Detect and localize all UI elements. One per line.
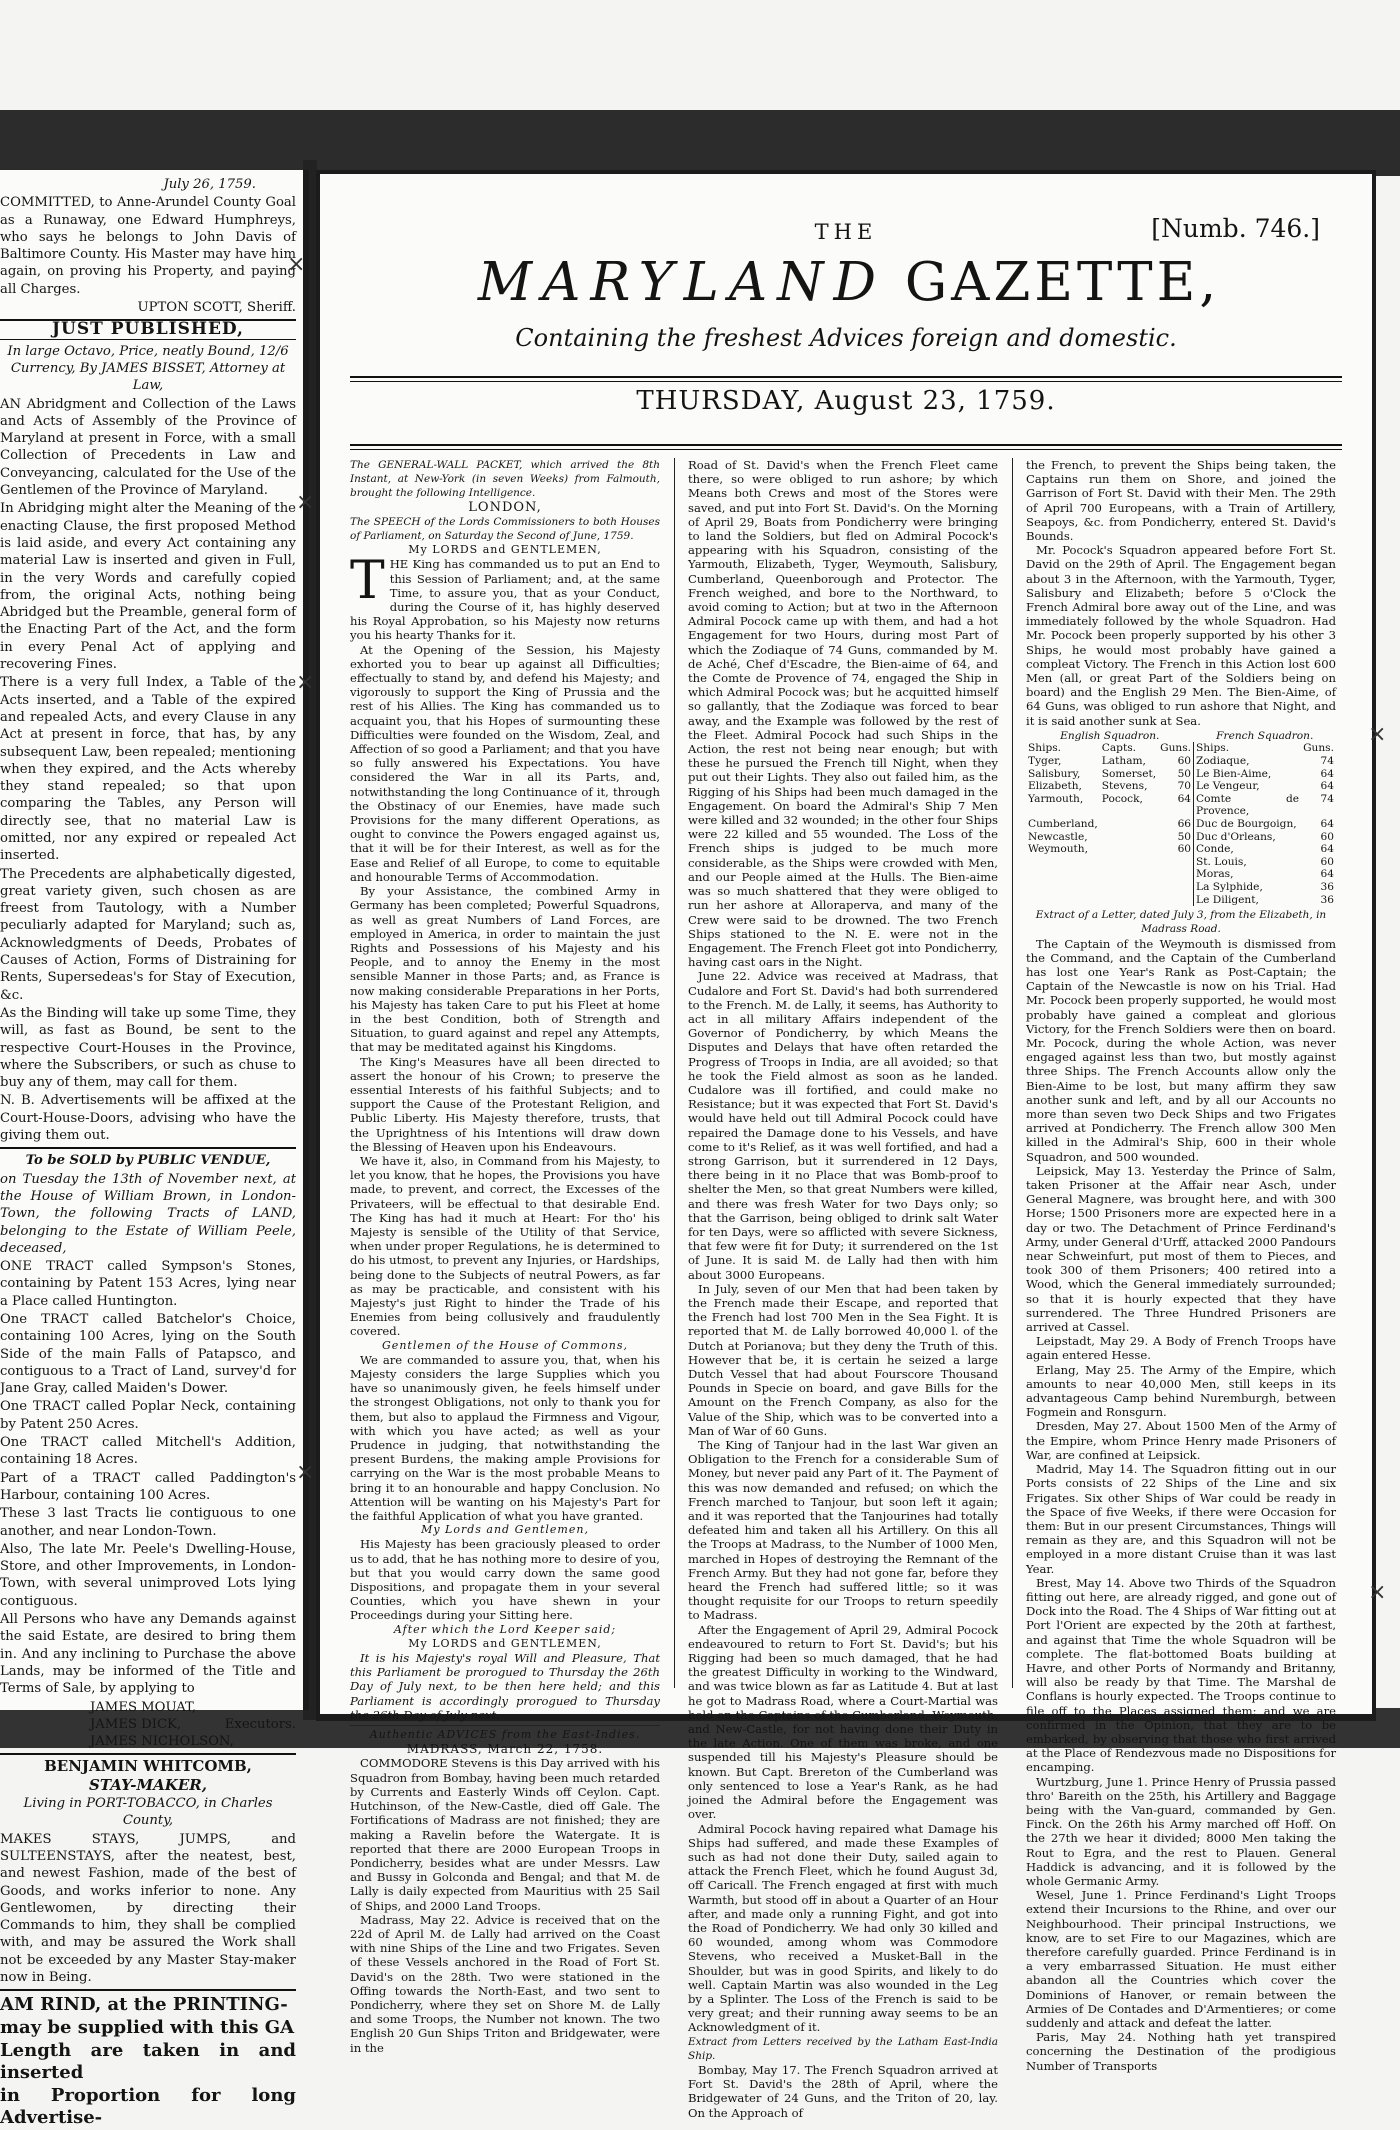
latham-extract: Extract from Letters received by the Latham East-India Ship.	[688, 2035, 998, 2062]
masthead-rule-top	[350, 376, 1342, 378]
margin-mark: ×	[287, 252, 306, 277]
executors-block	[0, 1699, 296, 1751]
lord-keeper-line: After which the Lord Keeper said;	[393, 1622, 617, 1636]
english-ship-guns	[1158, 894, 1193, 907]
english-ship-captain: Latham,	[1101, 755, 1146, 768]
english-ship-name: Salisbury,	[1028, 767, 1081, 780]
french-ship-guns: 36	[1320, 893, 1334, 906]
speech-p1: HE King has commanded us to put an End to this Session of Parliament; and, at the same Time, to assure you, that as your Conduct, during the Course of it, has highly deserved his Royal Approbation, so his Majesty now returns you his hearty Thanks for it.	[350, 557, 660, 643]
executor-1: JAMES MOUAT,	[90, 1699, 197, 1715]
english-ship-captain	[1100, 868, 1158, 881]
madrass-p1: COMMODORE Stevens is this Day arrived with his Squadron from Bombay, having been much retarded by Currents and Easterly Winds off Ceylon. Capt. Hutchinson, of the New-Castle, died off Gale. The Fortifications of Madrass are not finished; they are making a Ravelin before the Watergate. It is reported that there are 2000 European Troops in Pondicherry, besides what are under Messrs. Law and Bussy in Golconda and Bengal; and that M. de Lally is daily expected from Mauritius with 25 Sail of Ships, and 2000 Land Troops.	[350, 1756, 660, 1913]
executors-label: Executors.	[224, 1716, 296, 1732]
french-ship-name: Le Bien-Aime,	[1194, 768, 1302, 781]
english-ship-guns: 60	[1177, 755, 1192, 768]
committed-notice: COMMITTED, to Anne-Arundel County Goal as a Runaway, one Edward Humphreys, who says he belongs to John Davis of Baltimore County. His Master may have him again, on proving his Property, and paying all Charges.	[0, 195, 296, 297]
english-ship-name: Newcastle,	[1028, 830, 1088, 843]
english-squadron-heading: English Squadron.	[1060, 729, 1160, 742]
masthead-gazette: GAZETTE,	[904, 252, 1221, 313]
french-ship-name: Zodiaque,	[1194, 755, 1302, 768]
english-ship-name	[1026, 868, 1100, 881]
french-ship-name: Conde,	[1194, 843, 1302, 856]
divider	[0, 1989, 296, 1991]
tract-4: One TRACT called Mitchell's Addition, containing 18 Acres.	[0, 1435, 296, 1468]
squadron-table	[1026, 730, 1336, 906]
vendue-heading: To be SOLD by PUBLIC VENDUE,	[25, 1153, 271, 1169]
ship-row	[1026, 868, 1336, 881]
engagement-p2: June 22. Advice was received at Madrass, that Cudalore and Fort St. David's had both surrendered to the French. M. de Lally, it seems, has Authority to act in all military Affairs independent of the Governor of Pondicherry, by which Means the Disputes and Delays that have often retarded the Progress of Troops in India, are all avoided; so that he took the Field almost as soon as he landed. Cudalore was ill fortified, and could make no Resistance; but it was expected that Fort St. David's would have held out till Admiral Pocock could have repaired the Damage done to his Vessels, and have come to it's Relief, as it was well fortified, and had a strong Garrison, but it surrendered in 12 Days, there being in it no Place that was Bomb-proof to shelter the Men, so that great Numbers were killed, and there was fresh Water for two Days only; so that the Garrison, being obliged to drink salt Water for ten Days, were so afflicted with severe Sickness, that few were fit for Duty; it surrendered on the 1st of June. It is said M. de Lally had then with him about 3000 Europeans.	[688, 969, 998, 1282]
english-ship-name: Cumberland,	[1028, 818, 1098, 831]
news-erlang: Erlang, May 25. The Army of the Empire, which amounts to near 40,000 Men, still keeps in its advantageous Camp behind Nuremburgh, between Fogmein and Ronsgurn.	[1026, 1362, 1336, 1420]
ship-rows	[1026, 755, 1336, 906]
margin-mark: ×	[296, 1460, 315, 1485]
madrass-p2: Madrass, May 22. Advice is received that on the 22d of April M. de Lally had arrived on the Coast with nine Ships of the Line and two Frigates. Seven of these Vessels anchored in the Road of Fort St. David's on the 28th. Two were stationed in the Offing towards the North-East, and two sent to Pondicherry, where they set on Shore M. de Lally and some Troops, the Number not known. The two English 20 Gun Ships Triton and Bridgewater, were in the	[350, 1912, 660, 2055]
english-ship-captain: Pocock,	[1101, 792, 1143, 805]
speech-title: The SPEECH of the Lords Commissioners to both Houses of Parliament, on Saturday the Second of June, 1759.	[350, 515, 660, 543]
tract-1: ONE TRACT called Sympson's Stones, containing by Patent 153 Acres, lying near a Place called Huntington.	[0, 1259, 296, 1309]
printing-line-2: may be supplied with this GA	[0, 2017, 295, 2039]
abridgment-text: AN Abridgment and Collection of the Laws and Acts of Assembly of the Province of Maryland at present in Force, with a small Collection of Precedents in Law and Conveyancing, calculated for the Use of the Gentlemen of the Province of Maryland.	[0, 396, 296, 499]
english-ship-name: Weymouth,	[1028, 843, 1088, 856]
speech-p2: At the Opening of the Session, his Majesty exhorted you to bear up against all Difficulties; effectually to stand by, and defend his Majesty; and vigorously to support the King of Prussia and the rest of his Allies. The King has commanded us to acquaint you, that his Hopes of surmounting these Difficulties were founded on the Wisdom, Zeal, and Affection of so good a Parliament; and that you have so fully answered his Expectations. You have considered the War in all its Parts, and, notwithstanding the long Continuance of it, through the Obstinacy of our Enemies, have made such Provisions for the many different Operations, as ought to convince the Powers engaged against us, that it will be for their Interest, as well as for the Ease and Relief of all Europe, to come to equitable and honourable Terms of Accommodation.	[350, 642, 660, 884]
tract-5: Part of a TRACT called Paddington's Harbour, containing 100 Acres.	[0, 1470, 296, 1503]
nota-bene: N. B. Advertisements will be affixed at the Court-House-Doors, advising who have the giving them out.	[0, 1093, 296, 1144]
col-header-guns-french: Guns.	[1303, 742, 1334, 755]
fort-p1: the French, to prevent the Ships being taken, the Captains run them on Shore, and joined the Garrison of Fort St. David with their Men. The 29th of April 700 Europeans, with a Train of Artillery, Seapoys, &c. from Pondicherry, entered St. David's Bounds.	[1026, 458, 1336, 544]
french-ship-guns: 64	[1320, 767, 1334, 780]
news-dresden: Dresden, May 27. About 1500 Men of the Army of the Empire, whom Prince Henry made Prisoners of War, are confined at Leipsick.	[1026, 1419, 1336, 1462]
french-ship-name: Moras,	[1194, 868, 1302, 881]
committed-date: July 26, 1759.	[163, 177, 256, 192]
published-subheading: In large Octavo, Price, neatly Bound, 12/6 Currency, By JAMES BISSET, Attorney at Law,	[7, 343, 289, 394]
column-3	[1026, 458, 1336, 2073]
tract-2: One TRACT called Batchelor's Choice, containing 100 Acres, lying on the South Side of the main Falls of Patapsco, and contiguous to a Tract of Land, survey'd for Jane Gray, called Maiden's Dower.	[0, 1312, 296, 1397]
whitcomb-body: MAKES STAYS, JUMPS, and SULTEENSTAYS, after the neatest, best, and newest Fashion, made of the best of Goods, and works inferior to none. Any Gentlewomen, by directing their Commands to him, they shall be complied with, and may be assured the Work shall not be exceeded by any Master Stay-maker now in Being.	[0, 1831, 296, 1985]
ship-row	[1026, 843, 1336, 856]
engagement-p5: After the Engagement of April 29, Admiral Pocock endeavoured to return to Fort St. David's; but his Rigging had been so much damaged, that he had the greatest Difficulty in working to the Windward, and was twice blown as far as Latitude 4. But at last he got to Madrass Road, where a Court-Martial was held on the Captains of the Cumberland, Weymouth, and New-Castle, for not having done their Duty in the late Action. One of them was broke, and one suspended till his Majesty's Pleasure should be known. But Capt. Brereton of the Cumberland was only sentenced to lose a Year's Rank, as he had joined the Admiral before the Engagement was over.	[688, 1622, 998, 1822]
english-ship-guns: 70	[1177, 780, 1192, 793]
london-heading: LONDON,	[468, 499, 542, 515]
ship-row	[1026, 780, 1336, 793]
english-ship-name	[1026, 881, 1100, 894]
english-ship-guns: 50	[1177, 830, 1192, 843]
french-ship-guns: 64	[1320, 843, 1334, 856]
masthead-rule-top-thin	[350, 381, 1342, 382]
masthead-subtitle: Containing the freshest Advices foreign and domestic.	[515, 324, 1177, 352]
fort-p2: Mr. Pocock's Squadron appeared before Fort St. David on the 29th of April. The Engagement began about 3 in the Afternoon, with the Yarmouth, Tyger, Salisbury and Elizabeth; before 5 o'Clock the French Admiral bore away out of the Line, and was immediately followed by the whole Squadron. Had Mr. Pocock been properly supported by his other 3 Ships, he would most probably have gained a compleat Victory. The French in this Action lost 600 Men (all, or great Part of the Soldiers being on board) and the English 29 Men. The Bien-Aime, of 64 Guns, was obliged to run ashore that Night, and it is said another sunk at Sea.	[1026, 543, 1336, 728]
french-ship-guns: 60	[1320, 855, 1334, 868]
masthead-title	[344, 252, 1354, 313]
index-text: There is a very full Index, a Table of the Acts inserted, and a Table of the expired and repealed Acts, and every Clause in any Act at present in force, that has, by any subsequent Law, been repealed; mentioning when they expired, and the Acts whereby they stand repealed; so that upon comparing the Tables, any Person will directly see, that no material Law is omitted, nor any expired or repealed Act inserted.	[0, 675, 296, 864]
news-wesel: Wesel, June 1. Prince Ferdinand's Light Troops extend their Incursions to the Rhine, and over our Neighbourhood. Their principal Instructions, we know, are to set Fire to our Magazines, which are therefore carefully guarded. Prince Ferdinand is in a very embarrassed Situation. He must either abandon all the Countries which cover the Dominions of Hanover, or remain between the Armies of De Contades and D'Armentieres; or come suddenly and attack and defeat the latter.	[1026, 1888, 1336, 2031]
english-ship-guns: 64	[1177, 792, 1192, 805]
english-ship-guns	[1158, 868, 1193, 881]
speech-p6: We are commanded to assure you, that, when his Majesty considers the large Supplies which you have so unanimously given, he feels himself under the strongest Obligations, not only to thank you for them, but also to applaud the Firmness and Vigour, with which you have acted; as well as your Prudence in judging, that notwithstanding the present Burdens, the making ample Provisions for carrying on the War is the most probable Means to bring it to an honourable and happy Conclusion. No Attention will be wanting on his Majesty's Part for the faithful Application of what you have granted.	[350, 1352, 660, 1524]
news-leipsick: Leipsick, May 13. Yesterday the Prince of Salm, taken Prisoner at the Affair near Asch, under General Magnere, was brought here, and with 300 Horse; 1500 Prisoners more are expected here in a day or two. The Detachment of Prince Ferdinand's Army, under General d'Urff, attacked 2000 Pandours near Schweinfurt, put most of them to Pieces, and took 300 of them Prisoners; 400 retired into a Wood, which the General immediately surrounded; so that it is hourly expected that they have surrendered. The Three Hundred Prisoners are arrived at Cassel.	[1026, 1163, 1336, 1335]
french-ship-guns: 64	[1320, 818, 1334, 831]
east-indies-heading: Authentic ADVICES from the East-Indies.	[350, 1725, 660, 1742]
masthead-the: THE	[814, 220, 878, 244]
printing-line-4: in Proportion for long Advertise-	[0, 2085, 296, 2129]
madrass-dateline: MADRASS, March 22, 1758.	[406, 1742, 604, 1757]
margin-mark: ×	[296, 490, 315, 515]
whitcomb-place: Living in PORT-TOBACCO, in Charles County,	[23, 1796, 273, 1829]
speech-p5: We have it, also, in Command from his Majesty, to let you know, that he hopes, the Provisions you have made, to prevent, and correct, the Excesses of the Privateers, will be effectual to that desirable End. The King has had it much at Heart: For tho' his Majesty is sensible of the Utility of that Service, when under proper Regulations, he is determined to do his utmost, to prevent any Injuries, or Hardships, being done to the Subjects of neutral Powers, as far as may be practicable, and consistent with his Majesty's just Right to hinder the Trade of his Enemies from being collusively and fraudulently covered.	[350, 1153, 660, 1339]
executor-2: JAMES DICK,	[90, 1716, 182, 1732]
speech-p4: The King's Measures have all been directed to assert the honour of his Crown; to preserve the essential Interests of his faithful Subjects; and to support the Cause of the Protestant Religion, and Public Liberty. His Majesty therefore, trusts, that the Uprightness of his Intentions will draw down the Blessing of Heaven upon his Endeavours.	[350, 1054, 660, 1154]
whitcomb-trade: STAY-MAKER,	[89, 1775, 207, 1794]
english-ship-guns	[1158, 856, 1193, 869]
news-wurtzburg: Wurtzburg, June 1. Prince Henry of Prussia passed thro' Bareith on the 25th, his Artillery and Baggage being with the Van-guard, commanded by Gen. Finck. On the 26th his Army marched off Hoff. On the 27th we hear it divided; 8000 Men taking the Rout to Egra, and the rest to Plauen. General Haddick is advancing, and it is followed by the whole Germanic Army.	[1026, 1774, 1336, 1888]
sheriff-signature: UPTON SCOTT, Sheriff.	[137, 300, 296, 316]
commons-heading: Gentlemen of the House of Commons,	[382, 1338, 628, 1352]
french-ship-name: Duc d'Orleans,	[1194, 831, 1302, 844]
drop-cap: T	[350, 551, 385, 612]
speech-p3: By your Assistance, the combined Army in Germany has been completed; Powerful Squadrons, as well as great Numbers of Land Forces, are employed in America, in order to maintain the just Rights and Possessions of his Majesty and his People, and to annoy the Enemy in the most sensible Manner in those Parts; and, as France is now making considerable Preparations in her Ports, his Majesty has taken Care to put his Fleet at home in the best Condition, both of Strength and Situation, to guard against and repel any Attempts, that may be meditated against his Kingdoms.	[350, 884, 660, 1055]
french-squadron-heading: French Squadron.	[1216, 729, 1314, 742]
english-ship-captain	[1100, 856, 1158, 869]
column-rule	[674, 458, 675, 1688]
news-paris: Paris, May 24. Nothing hath yet transpired concerning the Destination of the prodigious Number of Transports	[1026, 2030, 1336, 2073]
english-ship-captain: Somerset,	[1101, 767, 1157, 780]
ship-row	[1026, 755, 1336, 768]
margin-mark: ×	[1368, 722, 1387, 747]
french-ship-name: St. Louis,	[1194, 856, 1302, 869]
margin-mark: ×	[1368, 1580, 1387, 1605]
issue-number: [Numb. 746.]	[1151, 214, 1320, 243]
previous-page	[0, 170, 309, 2129]
persons-note: All Persons who have any Demands against the said Estate, are desired to bring them in. And any inclining to Purchase the above Lands, may be informed of the Title and Terms of Sale, by applying to	[0, 1612, 296, 1697]
news-madrid: Madrid, May 14. The Squadron fitting out in our Ports consists of 22 Ships of the Line and six Frigates. Six other Ships of War could be ready in the Space of five Weeks, if there were Occasion for them: But in our present Circumstances, Things will remain as they are, and this Squadron will not be employed in a more distant Cruise than it was last Year.	[1026, 1462, 1336, 1576]
ship-row	[1026, 894, 1336, 907]
elizabeth-extract: Extract of a Letter, dated July 3, from the Elizabeth, in Madrass Road.	[1035, 909, 1327, 936]
engagement-p6: Admiral Pocock having repaired what Damage his Ships had suffered, and made these Examples of such as had not done their Duty, sailed again to attack the French Fleet, which he found August 3d, off Caricall. The French engaged at first with much Warmth, but stood off in about a Quarter of an Hour after, and made only a running Fight, and got into the Road of Pondicherry. We had only 30 killed and 60 wounded, among whom was Commodore Stevens, who received a Musket-Ball in the Shoulder, but was in good Spirits, and likely to do well. Captain Martin was also wounded in the Leg by a Splinter. The Loss of the French is said to be very great; and their running away seems to be an Acknowledgment of it.	[688, 1821, 998, 2035]
french-ship-guns: 60	[1320, 830, 1334, 843]
english-ship-name: Tyger,	[1028, 755, 1062, 768]
ship-row	[1026, 881, 1336, 894]
salutation-2: My Lords and Gentlemen,	[421, 1523, 589, 1537]
prorogation: It is his Majesty's royal Will and Pleasure, That this Parliament be prorogued to Thursday the 26th Day of July next, to be then here held; and this Parliament is accordingly prorogued to Thursday the 26th Day of July next.	[350, 1651, 660, 1722]
news-leipstadt: Leipstadt, May 29. A Body of French Troops have again entered Hesse.	[1026, 1334, 1336, 1363]
engagement-p4: The King of Tanjour had in the last War given an Obligation to the French for a considerable Sum of Money, but never paid any Part of it. The Payment of this was now demanded and refused; on which the French marched to Tanjour, but soon left it again; and it was reported that the Tanjourines had totally defeated him and taken all his Artillery. On this all the Troops at Madrass, to the Number of 1000 Men, marched in Hopes of destroying the Remnant of the French Army. But they had not gone far, before they heard the French had suffered little; so it was thought requisite for our Troops to return speedily to Madrass.	[688, 1438, 998, 1623]
column-1	[350, 458, 660, 2055]
col-header-capts: Capts.	[1101, 742, 1137, 755]
english-ship-name: Yarmouth,	[1028, 792, 1084, 805]
column-rule	[1012, 458, 1013, 1688]
packet-intro: The GENERAL-WALL PACKET, which arrived the 8th Instant, at New-York (in seven Weeks) from Falmouth, brought the following Intelligence.	[350, 459, 660, 500]
french-ship-guns: 64	[1320, 868, 1334, 881]
french-ship-guns: 36	[1320, 880, 1334, 893]
french-ship-name: Comte de Provence,	[1194, 793, 1302, 818]
english-ship-captain: Stevens,	[1101, 780, 1148, 793]
english-ship-guns	[1158, 881, 1193, 894]
margin-mark: ×	[296, 670, 315, 695]
col-header-guns: Guns.	[1160, 742, 1192, 755]
masthead-rule-bottom	[350, 444, 1342, 446]
divider	[0, 1753, 296, 1755]
method-text: In Abridging might alter the Meaning of the enacting Clause, the first proposed Method is laid aside, and every Act containing any material Law is inserted and given in Full, in the very Words and carefully copied from, the original Acts, nothing being Abridged but the Preamble, general form of the Enacting Part of the Act, and the form in every Penal Act of applying and recovering Fines.	[0, 501, 296, 673]
divider	[0, 1147, 296, 1149]
engagement-p1: Road of St. David's when the French Fleet came there, so were obliged to run ashore; by which Means both Crews and most of the Stores were saved, and put into Fort St. David's. On the Morning of April 29, Boats from Pondicherry were bringing to land the Soldiers, but fled on Admiral Pocock's appearing with his Squadron, consisting of the Yarmouth, Elizabeth, Tyger, Weymouth, Salisbury, Cumberland, Queenborough and Protector. The French weighed, and bore to the Northward, to avoid coming to Action; but at two in the Afternoon Admiral Pocock came up with them, and had a hot Engagement for two Hours, during most Part of which the Zodiaque of 74 Guns, commanded by M. de Aché, Chef d'Escadre, the Bien-aime of 64, and the Comte de Provence of 74, engaged the Ship in which Admiral Pocock was; but he acquitted himself so gallantly, that the Zodiaque was forced to bear away, and the Example was followed by the rest of the Fleet. Admiral Pocock had such Ships in the Action, the rest not being near enough; but with these he pursued the French till Night, when they put out their Lights. They also out failed him, as the Rigging of his Ships had been much damaged in the Engagement. On board the Admiral's Ship 7 Men were killed and 32 wounded; in the other four Ships were 22 killed and 55 wounded. The Loss of the French ships is judged to be much more considerable, as the Ships were crowded with Men, and our People aimed at the Hulls. The Bien-aime was so much shattered that they were obliged to run her ashore at Alloraperva, and many of the Crew were said to be drowned. The two French Ships stationed to the N. E. were not in the Engagement. The French Fleet got into Pondicherry, having cast oars in the Night.	[688, 458, 998, 970]
ship-row	[1026, 856, 1336, 869]
printing-line-3: Length are taken in and inserted	[0, 2040, 296, 2084]
speech-opening	[350, 551, 660, 643]
english-ship-captain	[1100, 818, 1158, 831]
engagement-p3: In July, seven of our Men that had been taken by the French made their Escape, and reported that the French had lost 700 Men in the Sea Fight. It is reported that M. de Lally borrowed 40,000 l. of the Dutch at Porianova; but they deny the Truth of this. However that be, it is certain he seized a large Dutch Vessel that had about Fourscore Thousand Pounds in Specie on board, and gave Bills for the Amount on the French Company, as also for the Value of the Ship, which was to be converted into a Man of War of 60 Guns.	[688, 1281, 998, 1438]
ship-row	[1026, 768, 1336, 781]
col-header-ships-french: Ships.	[1194, 742, 1302, 755]
contiguous-note: These 3 last Tracts lie contiguous to one another, and near London-Town.	[0, 1506, 296, 1539]
tract-3: One TRACT called Poplar Neck, containing by Patent 250 Acres.	[0, 1399, 296, 1432]
printing-line-1: AM RIND, at the PRINTING-	[0, 1994, 288, 2016]
vendue-body: on Tuesday the 13th of November next, at the House of William Brown, in London-Town, the following Tracts of LAND, belonging to the Estate of William Peele, deceased,	[0, 1171, 296, 1256]
english-ship-guns: 50	[1177, 767, 1192, 780]
french-ship-name: Le Vengeur,	[1194, 780, 1302, 793]
english-ship-guns: 66	[1177, 818, 1192, 831]
french-ship-guns: 74	[1320, 755, 1334, 768]
english-ship-captain	[1100, 881, 1158, 894]
masthead-rule-bottom-thin	[350, 449, 1342, 450]
french-ship-guns: 74	[1320, 792, 1334, 805]
column-2	[688, 458, 998, 2120]
french-ship-name: Duc de Bourgoign,	[1194, 818, 1302, 831]
french-ship-guns: 64	[1320, 780, 1334, 793]
news-p3: The Captain of the Weymouth is dismissed from the Command, and the Captain of the Cumberland has lost one Year's Rank as Post-Captain; the Captain of the Newcastle is now on his Trial. Had Mr. Pocock been properly supported, he would most probably have gained a compleat and glorious Victory, for the French Soldiers were then on board. Mr. Pocock, during the whole Action, was never engaged against less than two, but mostly against three Ships. The French Accounts allow only the Bien-Aime to be lost, but many affirm they saw another sunk and left, and by all our Accounts no more than seven two Deck Ships and two Frigates arrived at Pondicherry. The French allow 300 Men killed in the Admiral's Ship, 600 in their whole Squadron, and 500 wounded.	[1026, 936, 1336, 1164]
english-ship-name	[1026, 856, 1100, 869]
also-note: Also, The late Mr. Peele's Dwelling-House, Store, and other Improvements, in London-Town, with several unimproved Lots lying contiguous.	[0, 1541, 296, 1609]
article-columns	[350, 458, 1342, 2120]
precedents-text: The Precedents are alphabetically digested, great variety given, such chosen as are freest from Tautology, with a Number peculiarly adapted for Maryland; such as, Acknowledgments of Deeds, Probates of Causes of Action, Forms of Distraining for Rents, Supersedeas's for Stay of Execution, &c.	[0, 866, 296, 1003]
col-header-ships: Ships.	[1028, 742, 1062, 755]
ship-row	[1026, 831, 1336, 844]
gazette-page	[316, 170, 1376, 2120]
scan-shadow-top	[0, 110, 1400, 176]
french-ship-name: La Sylphide,	[1194, 881, 1302, 894]
previous-page-text	[0, 176, 296, 2130]
english-ship-captain	[1100, 831, 1158, 844]
just-published-heading: JUST PUBLISHED,	[0, 319, 296, 339]
english-ship-captain	[1100, 843, 1158, 856]
english-ship-name: Elizabeth,	[1028, 780, 1082, 793]
bombay-p: Bombay, May 17. The French Squadron arrived at Fort St. David's the 28th of April, where the Bridgewater of 24 Guns, and the Triton of 20, lay. On the Approach of	[688, 2062, 998, 2120]
french-ship-name: Le Diligent,	[1194, 894, 1302, 907]
issue-date: THURSDAY, August 23, 1759.	[636, 386, 1056, 416]
masthead-maryland: MARYLAND	[477, 252, 886, 313]
executor-3: JAMES NICHOLSON,	[90, 1734, 234, 1750]
binding-text: As the Binding will take up some Time, they will, as fast as Bound, be sent to the respective Court-Houses in the Province, where the Subscribers, or such as chuse to buy any of them, may call for them.	[0, 1005, 296, 1091]
english-ship-guns: 60	[1177, 843, 1192, 856]
ship-row	[1026, 793, 1336, 818]
ship-row	[1026, 818, 1336, 831]
speech-p7: His Majesty has been graciously pleased to order us to add, that he has nothing more to desire of you, but that you would carry down the same good Dispositions, and propagate them in your several Counties, which you have shewn in your Proceedings during your Sitting here.	[350, 1537, 660, 1623]
news-brest: Brest, May 14. Above two Thirds of the Squadron fitting out here, are already rigged, and gone out of Dock into the Road. The 4 Ships of War fitting out at Port l'Orient are expected by the 20th at farthest, and against that Time the whole Squadron will be complete. The flat-bottomed Boats building at Havre, and other Ports of Normandy and Britanny, will also be ready by that Time. The Marshal de Conflans is hourly expected. The Troops continue to file off to the Places assigned them; and we are confirmed in the Opinion, that they are to be embarked, by observing that those who first arrived at the Place of Rendezvous made no Dispositions for encamping.	[1026, 1575, 1336, 1775]
salutation-3: My LORDS and GENTLEMEN,	[408, 1636, 602, 1650]
english-ship-name	[1026, 894, 1100, 907]
english-ship-captain	[1100, 894, 1158, 907]
salutation: My LORDS and GENTLEMEN,	[408, 543, 602, 557]
whitcomb-name: BENJAMIN WHITCOMB,	[44, 1757, 252, 1776]
